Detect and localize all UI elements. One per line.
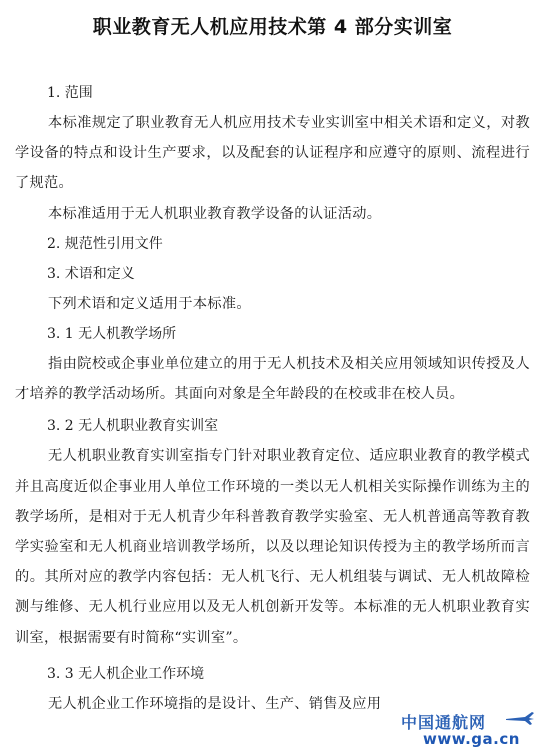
watermark-url: www.ga.cn [423,730,520,748]
watermark [389,710,539,752]
airplane-icon [505,710,535,726]
document-title: 职业教育无人机应用技术第 4 部分实训室 [92,16,453,38]
paragraph: 本标准适用于无人机职业教育教学设备的认证活动。 [48,205,382,222]
paragraph: 无人机职业教育实训室指专门针对职业教育定位、适应职业教育的教学模式并且高度近似企事业用人单位工作环境的一类以无人机相关实际操作训练为主的教学场所，是相对于无人机青少年科普教育教学实验室、无人机普通高等教育教学实验室和无人机商业培训教学场所，以及以理论知识传授为主的教学场所而言的。其所对应的教学内容包括：无人机飞行、无人机组装与调试、无人机故障检测与维修、无人机行业应用以及无人机创新开发等。本标准的无人机职业教育实训室，根据需要有时简称“实训室”。 [15,448,530,646]
section-heading-3-2: 3. 2 无人机职业教育实训室 [47,418,219,435]
document-body [15,78,530,719]
paragraph: 无人机企业工作环境指的是设计、生产、销售及应用 [48,695,382,712]
paragraph: 指由院校或企事业单位建立的用于无人机技术及相关应用领域知识传授及人才培养的教学活动场所。其面向对象是全年龄段的在校或非在校人员。 [15,356,530,403]
paragraph: 本标准规定了职业教育无人机应用技术专业实训室中相关术语和定义，对教学设备的特点和设计生产要求，以及配套的认证程序和应遵守的原则、流程进行了规范。 [15,115,530,192]
section-heading-scope: 1. 范围 [47,85,93,101]
section-heading-normative-references: 2. 规范性引用文件 [47,235,163,252]
paragraph: 下列术语和定义适用于本标准。 [48,295,251,312]
section-heading-terms: 3. 术语和定义 [47,265,135,282]
section-heading-3-3: 3. 3 无人机企业工作环境 [47,665,205,682]
section-heading-3-1: 3. 1 无人机教学场所 [47,326,177,343]
watermark-brand: 中国通航网 [401,713,487,732]
